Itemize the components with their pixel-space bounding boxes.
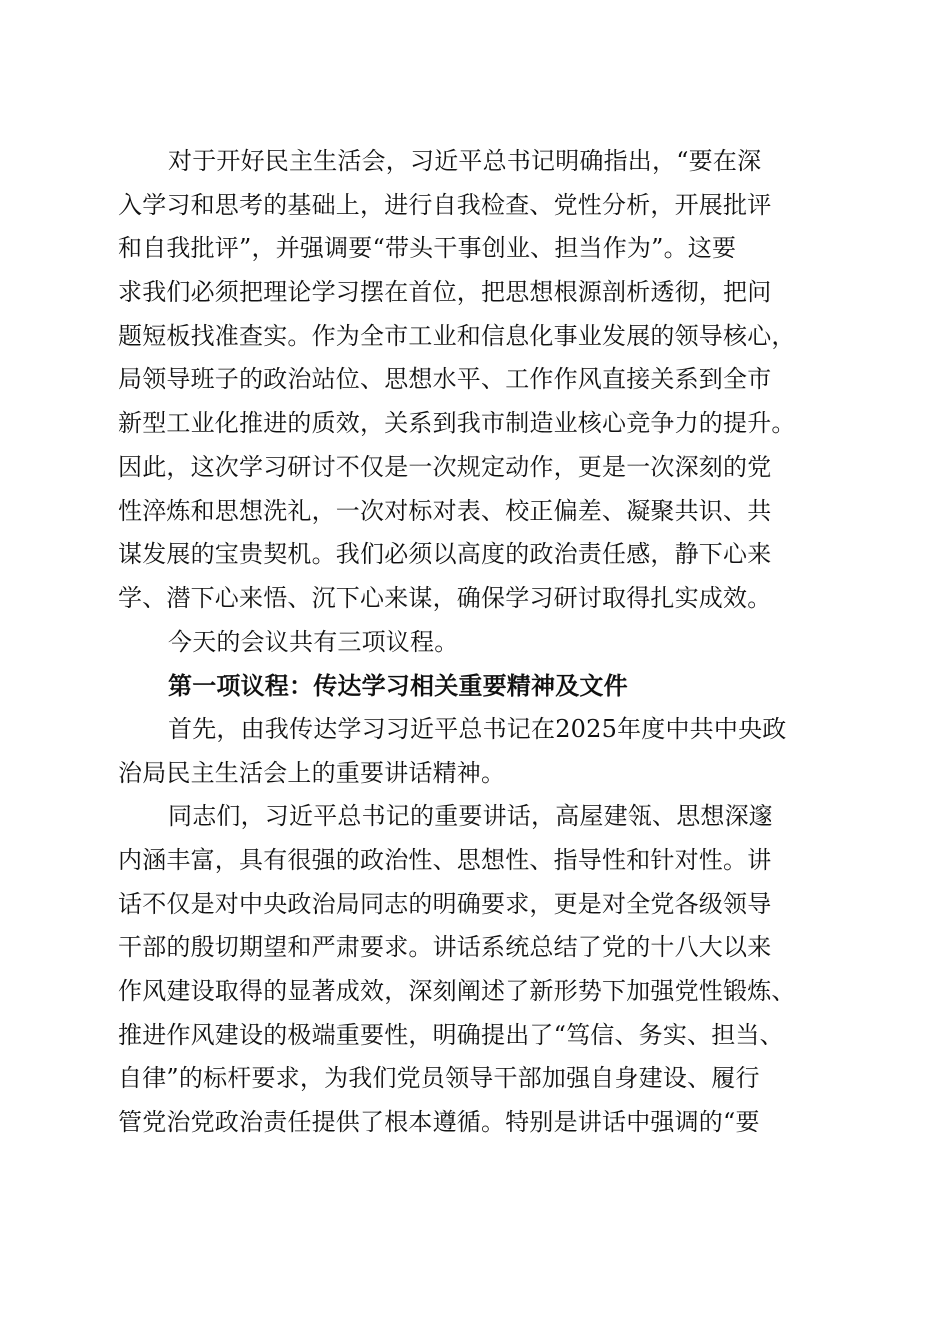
text-line: 自律”的标杆要求，为我们党员领导干部加强自身建设、履行 [118,1064,760,1093]
text-line: 对于开好民主生活会，习近平总书记明确指出，“要在深 [168,147,762,175]
text-line: 作风建设取得的显著成效，深刻阐述了新形势下加强党性锻炼、 [118,977,796,1006]
paragraph-3 [118,708,838,795]
text-line: 首先，由我传达学习习近平总书记在2025年度中共中央政 [168,714,787,743]
section-heading: 第一项议程：传达学习相关重要精神及文件 [168,671,628,701]
text-line: 干部的殷切期望和严肃要求。讲话系统总结了党的十八大以来 [118,933,772,962]
text-line: 推进作风建设的极端重要性，明确提出了“笃信、务实、担当、 [118,1020,784,1049]
text-line: 话不仅是对中央政治局同志的明确要求，更是对全党各级领导 [118,889,772,918]
paragraph-2 [118,621,838,665]
paragraph-4 [118,795,838,1145]
text-line: 同志们，习近平总书记的重要讲话，高屋建瓴、思想深邃 [168,802,773,831]
text-line: 今天的会议共有三项议程。 [168,627,459,656]
text-line: 谋发展的宝贵契机。我们必须以高度的政治责任感，静下心来 [118,540,772,569]
text-line: 入学习和思考的基础上，进行自我检查、党性分析，开展批评 [118,190,772,219]
text-line: 内涵丰富，具有很强的政治性、思想性、指导性和针对性。讲 [118,846,772,874]
text-line: 局领导班子的政治站位、思想水平、工作作风直接关系到全市 [118,365,772,394]
text-line: 性淬炼和思想洗礼，一次对标对表、校正偏差、凝聚共识、共 [118,496,772,525]
document-body [118,140,838,1145]
text-line: 求我们必须把理论学习摆在首位，把思想根源剖析透彻，把问 [118,278,772,307]
text-line: 治局民主生活会上的重要讲话精神。 [118,758,506,787]
text-line: 学、潜下心来悟、沉下心来谋，确保学习研讨取得扎实成效。 [118,583,772,612]
text-line: 因此，这次学习研讨不仅是一次规定动作，更是一次深刻的党 [118,452,772,481]
paragraph-1 [118,140,838,621]
text-line: 和自我批评”，并强调要“带头干事创业、担当作为”。这要 [118,234,737,263]
text-line: 新型工业化推进的质效，关系到我市制造业核心竞争力的提升。 [118,409,796,438]
text-line: 题短板找准查实。作为全市工业和信息化事业发展的领导核心， [118,321,796,350]
text-line: 管党治党政治责任提供了根本遵循。特别是讲话中强调的“要 [118,1108,760,1137]
